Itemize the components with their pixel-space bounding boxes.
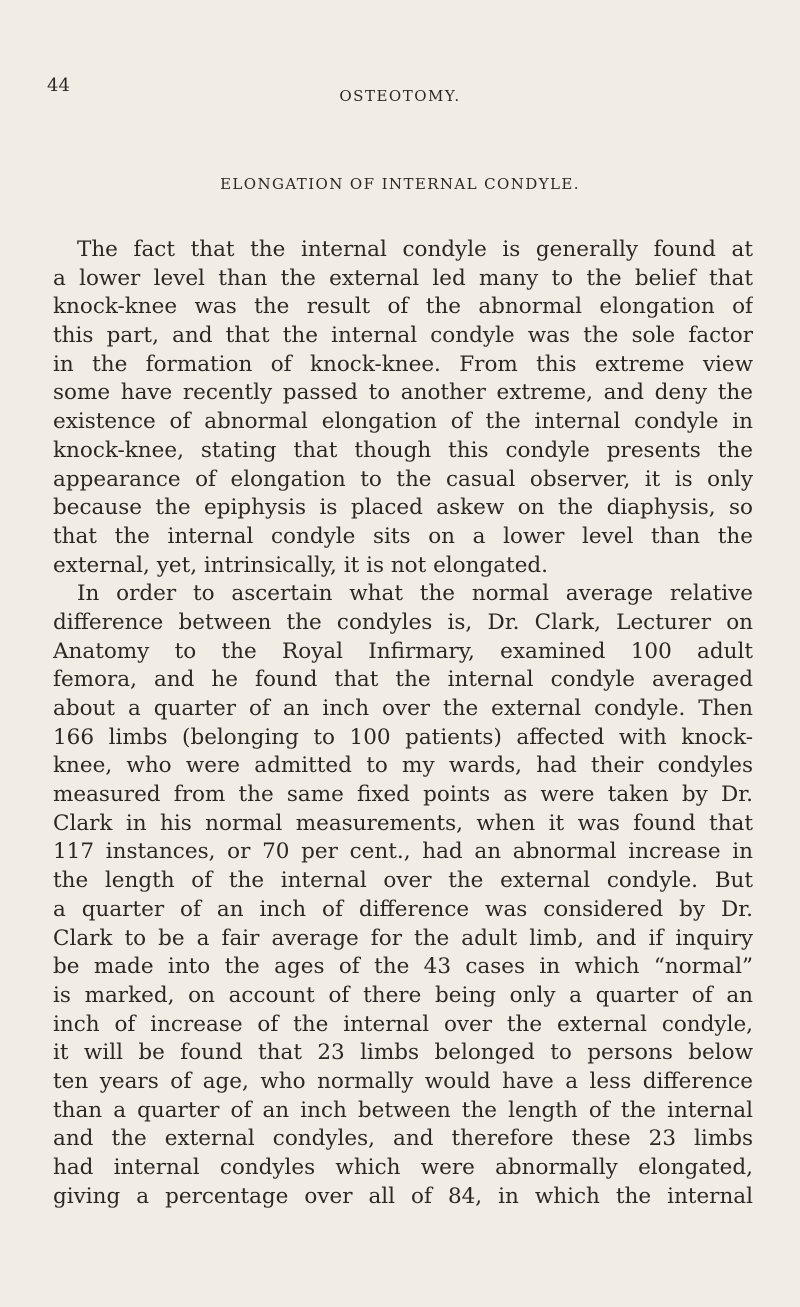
text-line: inch of increase of the internal over the external condyle, [53, 1011, 753, 1037]
text-line: about a quarter of an inch over the external condyle. Then [53, 696, 753, 721]
text-line: In order to ascertain what the normal average relative [77, 581, 753, 607]
running-head: OSTEOTOMY. [339, 87, 461, 105]
text-line: is marked, on account of there being only a quarter of an [53, 982, 753, 1008]
text-line: Clark to be a fair average for the adult limb, and if inquiry [53, 925, 753, 951]
text-line: some have recently passed to another extreme, and deny the [53, 380, 753, 406]
text-line: Clark in his normal measurements, when it was found that [53, 810, 753, 836]
text-line: giving a percentage over all of 84, in which the internal [53, 1183, 753, 1209]
text-line: had internal condyles which were abnormally elongated, [53, 1155, 753, 1180]
text-line: this part, and that the internal condyle was the sole factor [53, 323, 753, 349]
text-line: 117 instances, or 70 per cent., had an abnormal increase in [53, 839, 753, 865]
text-line: external, yet, intrinsically, it is not elongated. [53, 552, 549, 578]
text-line: that the internal condyle sits on a lower level than the [53, 523, 753, 549]
section-title: ELONGATION OF INTERNAL CONDYLE. [220, 175, 580, 193]
paragraph-1 [53, 236, 753, 580]
text-line: difference between the condyles is, Dr. Clark, Lecturer on [53, 609, 753, 635]
text-line: measured from the same fixed points as were taken by Dr. [53, 782, 753, 808]
text-line: knock-knee, stating that though this condyle presents the [53, 437, 753, 463]
page-number: 44 [47, 75, 70, 96]
text-line: Anatomy to the Royal Infirmary, examined 100 adult [53, 638, 753, 664]
text-line: ten years of age, who normally would have a less difference [53, 1068, 753, 1094]
text-line: it will be found that 23 limbs belonged to persons below [53, 1040, 753, 1066]
text-line: because the epiphysis is placed askew on the diaphysis, so [53, 495, 753, 521]
text-line: knee, who were admitted to my wards, had their condyles [53, 753, 753, 779]
text-line: in the formation of knock-knee. From this extreme view [53, 351, 753, 377]
text-line: 166 limbs (belonging to 100 patients) affected with knock- [53, 724, 753, 750]
text-line: than a quarter of an inch between the length of the internal [53, 1097, 753, 1123]
text-line: femora, and he found that the internal condyle averaged [53, 667, 753, 693]
text-line: the length of the internal over the external condyle. But [53, 868, 753, 894]
text-line: existence of abnormal elongation of the internal condyle in [53, 409, 753, 435]
text-line: knock-knee was the result of the abnormal elongation of [53, 294, 753, 320]
text-line: appearance of elongation to the casual observer, it is only [53, 466, 753, 492]
text-line: The fact that the internal condyle is generally found at [77, 237, 753, 262]
text-line: a lower level than the external led many to the belief that [53, 265, 753, 291]
text-line: and the external condyles, and therefore these 23 limbs [53, 1126, 753, 1152]
body-text [53, 236, 753, 1211]
paragraph-2 [53, 580, 753, 1211]
text-line: be made into the ages of the 43 cases in which “normal” [53, 954, 753, 980]
text-line: a quarter of an inch of difference was considered by Dr. [53, 896, 753, 922]
